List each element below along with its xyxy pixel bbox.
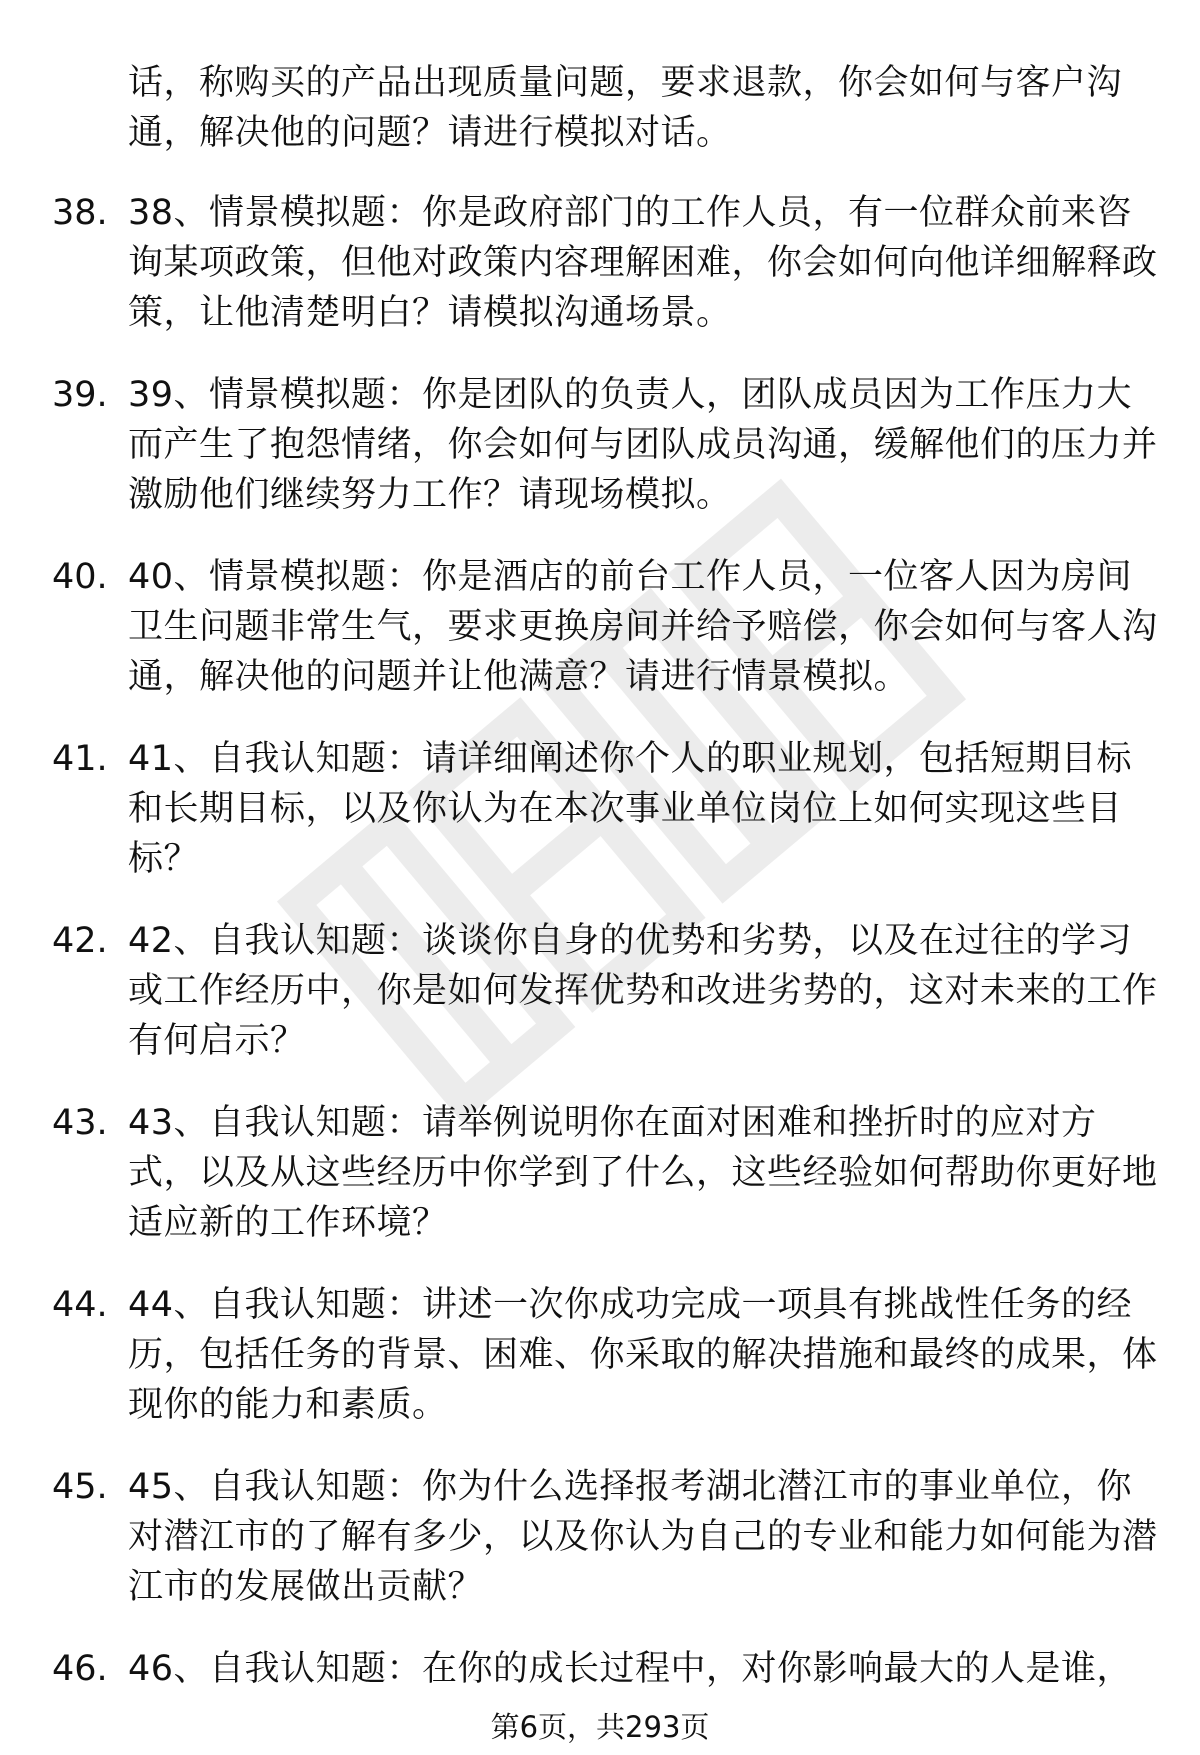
- question-number: 44.: [52, 1285, 108, 1325]
- question-text: 39、情景模拟题：你是团队的负责人，团队成员因为工作压力大而产生了抱怨情绪，你会如何与团队成员沟通，缓解他们的压力并激励他们继续努力工作？请现场模拟。: [128, 375, 1158, 515]
- question-text: 40、情景模拟题：你是酒店的前台工作人员，一位客人因为房间卫生问题非常生气，要求更换房间并给予赔偿，你会如何与客人沟通，解决他的问题并让他满意？请进行情景模拟。: [128, 557, 1158, 697]
- question-text: 42、自我认知题：谈谈你自身的优势和劣势，以及在过往的学习或工作经历中，你是如何发挥优势和改进劣势的，这对未来的工作有何启示？: [128, 921, 1158, 1061]
- question-number: 45.: [52, 1467, 108, 1507]
- question-text: 45、自我认知题：你为什么选择报考湖北潜江市的事业单位，你对潜江市的了解有多少，以及你认为自己的专业和能力如何能为潜江市的发展做出贡献？: [128, 1467, 1158, 1607]
- question-text: 46、自我认知题：在你的成长过程中，对你影响最大的人是谁，: [128, 1649, 1133, 1689]
- question-number: 43.: [52, 1103, 108, 1143]
- list-item: [0, 1280, 1200, 1430]
- question-number: 46.: [52, 1649, 108, 1689]
- list-item: [0, 188, 1200, 338]
- list-item: [0, 1462, 1200, 1612]
- question-list: [0, 188, 1200, 1726]
- list-item: [0, 552, 1200, 702]
- list-item: [0, 916, 1200, 1066]
- question-text: 43、自我认知题：请举例说明你在面对困难和挫折时的应对方式，以及从这些经历中你学到了什么，这些经验如何帮助你更好地适应新的工作环境？: [128, 1103, 1158, 1243]
- question-text: 38、情景模拟题：你是政府部门的工作人员，有一位群众前来咨询某项政策，但他对政策内容理解困难，你会如何向他详细解释政策，让他清楚明白？请模拟沟通场景。: [128, 193, 1158, 333]
- page-footer: 第6页，共293页: [490, 1710, 710, 1744]
- question-number: 38.: [52, 193, 108, 233]
- question-number: 42.: [52, 921, 108, 961]
- list-item: [0, 1644, 1200, 1694]
- continued-question-text: 话，称购买的产品出现质量问题，要求退款，你会如何与客户沟通，解决他的问题？请进行模拟对话。: [128, 63, 1123, 153]
- question-text: 44、自我认知题：讲述一次你成功完成一项具有挑战性任务的经历，包括任务的背景、困难、你采取的解决措施和最终的成果，体现你的能力和素质。: [128, 1285, 1158, 1425]
- question-number: 41.: [52, 739, 108, 779]
- list-item: [0, 1098, 1200, 1248]
- question-number: 39.: [52, 375, 108, 415]
- question-text: 41、自我认知题：请详细阐述你个人的职业规划，包括短期目标和长期目标，以及你认为在本次事业单位岗位上如何实现这些目标？: [128, 739, 1133, 879]
- list-item: [0, 734, 1200, 884]
- question-number: 40.: [52, 557, 108, 597]
- list-item: [0, 370, 1200, 520]
